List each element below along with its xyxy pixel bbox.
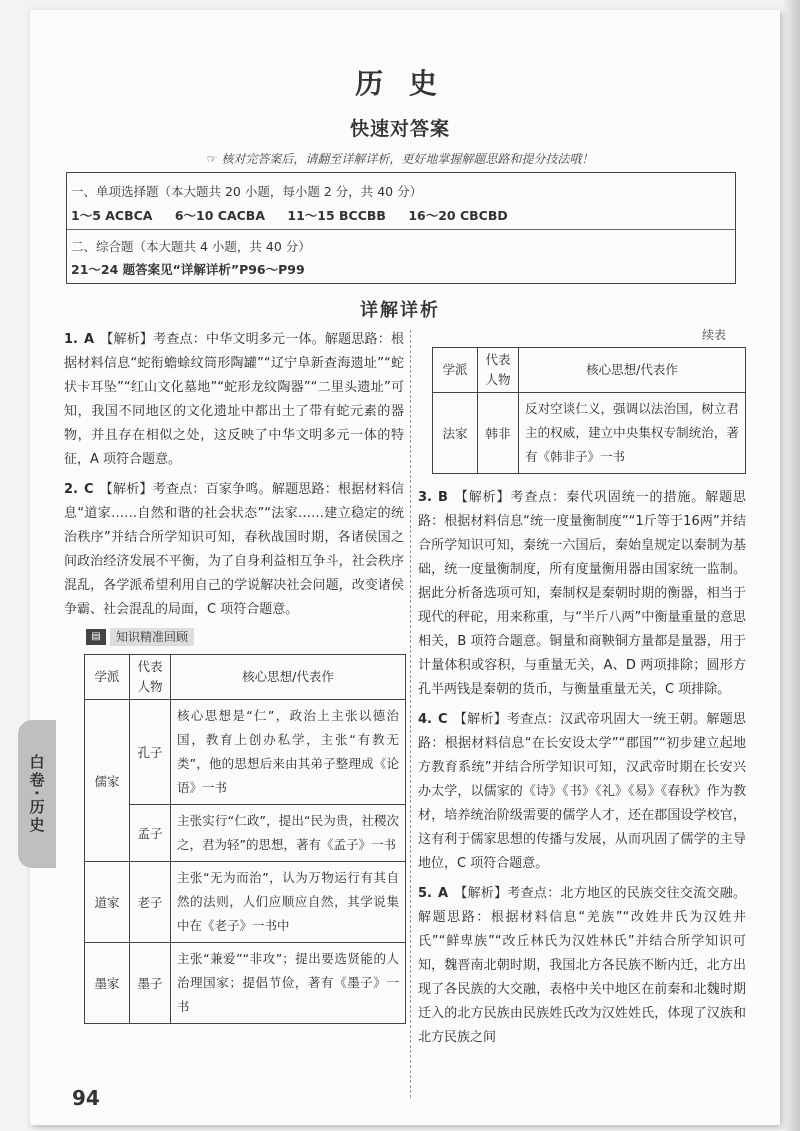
table-header-row: [85, 655, 406, 700]
question-number: 2.: [64, 482, 78, 497]
answer-group: 6～10 CACBA: [174, 208, 266, 223]
tip-text: 核对完答案后，请翻至详解详析，更好地掌握解题思路和提分技法哦！: [221, 152, 594, 166]
quick-answer-box: [66, 172, 736, 284]
question-3-explanation: [418, 486, 746, 702]
table-row: [85, 805, 406, 862]
table-row: [85, 700, 406, 805]
page-subtitle: 快速对答案: [349, 118, 450, 140]
pointing-hand-icon: ☞: [206, 152, 218, 166]
question-answer: B: [437, 490, 448, 505]
table-header: 核心思想/代表作: [171, 655, 406, 700]
idea-cell: 主张“兼爱”“非攻”；提出要选贤能的人治理国家；提倡节俭，著有《墨子》一书: [171, 943, 406, 1024]
column-divider: [410, 330, 411, 1098]
question-number: 1.: [64, 332, 78, 347]
answer-section-comprehensive: [67, 229, 735, 283]
table-row: [85, 943, 406, 1024]
question-2-explanation: [64, 478, 404, 622]
question-5-explanation: [418, 882, 746, 1050]
book-icon: ▤: [86, 629, 106, 645]
table-header: 代表人物: [130, 655, 171, 700]
question-text: 【解析】考查点：汉武帝巩固大一统王朝。解题思路：根据材料信息“在长安设太学”“郡国”“初步建立起地方教育系统”并结合所学知识可知，汉武帝时期在长安兴办太学，以儒家的《诗》《书》《礼》《易》《春秋》作为教材，培养统治阶级需要的儒学人才，还在郡国设学校官，这有利于儒家思想的传播与发展，从而巩固了儒学的主导地位，C 项符合题意。: [418, 712, 746, 871]
question-number: 5.: [418, 886, 432, 901]
tip-line: [0, 150, 800, 167]
school-cell: 儒家: [85, 700, 130, 862]
person-cell: 墨子: [130, 943, 171, 1024]
table-header: 学派: [85, 655, 130, 700]
question-answer: A: [83, 332, 95, 347]
detail-section-title: 详解详析: [360, 300, 440, 321]
table-header: 代表人物: [478, 348, 519, 393]
question-answer: C: [83, 482, 94, 497]
question-4-explanation: [418, 708, 746, 876]
table-row: [85, 862, 406, 943]
question-text: 【解析】考查点：秦代巩固统一的措施。解题思路：根据材料信息“统一度量衡制度”“1斤等于16两”并结合所学知识可知，秦统一六国后，秦始皇规定以秦制为基础，统一度量衡制度，所有度量衡用器由国家统一监制。据此分析备选项可知，秦制权是秦朝时期的衡器，相当于现代的秤砣，用来称重，与“半斤八两”中衡量重量的意思相关，B 项符合题意。铜量和商鞅铜方量都是量器，用于计量体积或容积，与重量无关，A、D 两项排除；圆形方孔半两钱是秦朝的货币，与衡量重量无关，C 项排除。: [418, 490, 746, 697]
idea-cell: 主张实行“仁政”，提出“民为贵，社稷次之，君为轻”的思想，著有《孟子》一书: [171, 805, 406, 862]
page-edge-shadow: [782, 0, 800, 1131]
question-1-explanation: [64, 328, 404, 472]
section1-answers: [71, 206, 526, 224]
question-text: 【解析】考查点：北方地区的民族交往交流交融。解题思路：根据材料信息“羌族”“改姓井氏为汉姓井氏”“鲜卑族”“改丘林氏为汉姓林氏”并结合所学知识可知，魏晋南北朝时期，我国北方各民族不断内迁，北方出现了各民族的大交融，表格中关中地区在前秦和北魏时期迁入的北方民族由民族姓氏改为汉姓姓氏，体现了汉族和北方民族之间: [418, 886, 746, 1045]
question-number: 3.: [418, 490, 432, 505]
school-cell: 墨家: [85, 943, 130, 1024]
question-answer: A: [437, 886, 449, 901]
person-cell: 孟子: [130, 805, 171, 862]
section2-heading: 二、综合题（本大题共 4 小题，共 40 分）: [71, 239, 311, 254]
page-number: 94: [72, 1086, 100, 1110]
section2-line: 21～24 题答案见“详解详析”P96～P99: [71, 262, 305, 277]
person-cell: 韩非: [478, 393, 519, 474]
continued-label: 续表: [701, 328, 726, 342]
table-header-row: [433, 348, 746, 393]
schools-table: [84, 654, 406, 1024]
answer-group: 11～15 BCCBB: [287, 208, 386, 223]
idea-cell: 反对空谈仁义，强调以法治国，树立君主的权威，建立中央集权专制统治，著有《韩非子》一书: [519, 393, 746, 474]
table-row: [433, 393, 746, 474]
knowledge-label-text: 知识精准回顾: [110, 628, 194, 646]
answer-group: 16～20 CBCBD: [408, 208, 508, 223]
school-cell: 法家: [433, 393, 478, 474]
answer-section-choice: [67, 173, 735, 230]
idea-cell: 核心思想是“仁”，政治上主张以德治国，教育上创办私学，主张“有教无类”，他的思想后来由其弟子整理成《论语》一书: [171, 700, 406, 805]
right-column: [418, 328, 746, 1056]
person-cell: 孔子: [130, 700, 171, 805]
question-answer: C: [437, 712, 448, 727]
section1-heading: 一、单项选择题（本大题共 20 小题，每小题 2 分，共 40 分）: [71, 184, 423, 199]
left-column: [64, 328, 404, 1024]
school-cell: 道家: [85, 862, 130, 943]
answer-group: 1～5 ACBCA: [71, 208, 153, 223]
question-text: 【解析】考查点：中华文明多元一体。解题思路：根据材料信息“蛇衔蟾蜍纹筒形陶罐”“辽宁阜新查海遗址”“蛇状卡耳坠”“红山文化墓地”“蛇形龙纹陶器”“二里头遗址”可知，我国不同地区的文化遗址中都出土了带有蛇元素的器物，并且存在相似之处，这反映了中华文明多元一体的特征，A 项符合题意。: [64, 332, 404, 467]
schools-table-continued: [432, 347, 746, 474]
person-cell: 老子: [130, 862, 171, 943]
idea-cell: 主张“无为而治”，认为万物运行有其自然的法则，人们应顺应自然，其学说集中在《老子》一书中: [171, 862, 406, 943]
table-header: 学派: [433, 348, 478, 393]
page-title: 历 史: [355, 67, 445, 100]
question-number: 4.: [418, 712, 432, 727]
question-text: 【解析】考查点：百家争鸣。解题思路：根据材料信息“道家……自然和谐的社会状态”“法家……建立稳定的统治秩序”并结合所学知识可知，春秋战国时期，各诸侯国之间政治经济发展不平衡，为了自身利益相互争斗，社会秩序混乱，各学派希望利用自己的学说解决社会问题，改变诸侯争霸、社会混乱的局面，C 项符合题意。: [64, 482, 404, 617]
knowledge-review-label: [86, 628, 404, 646]
side-tab: 白卷·历史: [18, 720, 56, 868]
table-header: 核心思想/代表作: [519, 348, 746, 393]
